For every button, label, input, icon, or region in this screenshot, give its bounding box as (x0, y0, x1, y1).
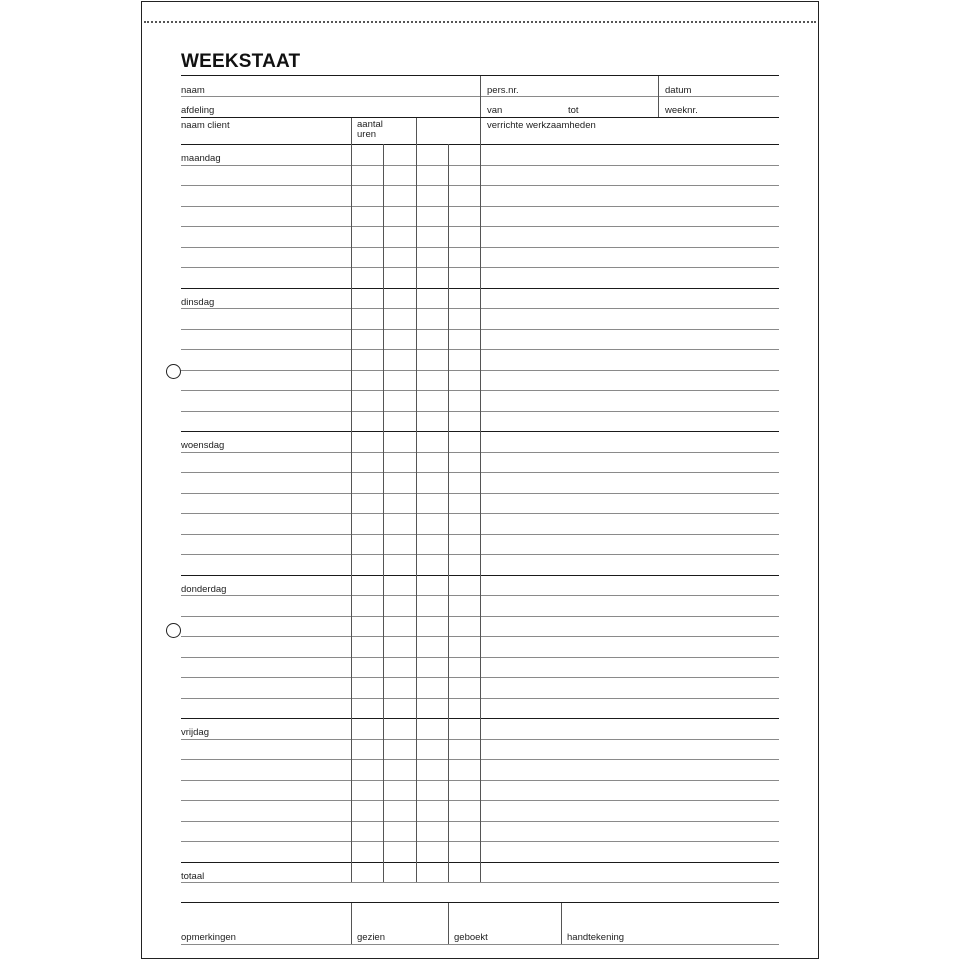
punch-hole-icon (166, 623, 181, 638)
day-label-dinsdag: dinsdag (181, 297, 215, 308)
day-label-woensdag: woensdag (181, 440, 225, 451)
punch-hole-icon (166, 364, 181, 379)
column-header-aantal: aantal (357, 119, 383, 130)
grid-column-divider (416, 144, 417, 882)
column-header-client: naam client (181, 120, 230, 131)
footer-divider (561, 903, 562, 944)
footer-geboekt[interactable]: geboekt (454, 932, 488, 943)
field-datum[interactable]: datum (665, 85, 692, 96)
footer-handtekening[interactable]: handtekening (567, 932, 625, 943)
day-label-maandag: maandag (181, 153, 221, 164)
grid-column-divider (448, 144, 449, 882)
grid-row-rule (181, 882, 779, 883)
form-title: WEEKSTAAT (181, 51, 301, 72)
column-header-divider (351, 118, 352, 144)
totaal-label: totaal (181, 871, 205, 882)
perforation-line (144, 21, 816, 23)
header-divider (480, 76, 481, 117)
column-header-werkzaamheden: verrichte werkzaamheden (487, 120, 596, 131)
footer-divider (351, 903, 352, 944)
footer-gezien[interactable]: gezien (357, 932, 385, 943)
grid-column-divider (480, 144, 481, 882)
field-weeknr[interactable]: weeknr. (665, 105, 698, 116)
field-van[interactable]: van (487, 105, 503, 116)
day-label-vrijdag: vrijdag (181, 727, 209, 738)
footer-top-rule (181, 902, 779, 903)
column-header-uren: uren (357, 129, 377, 140)
field-afdeling[interactable]: afdeling (181, 105, 215, 116)
footer-bottom-rule (181, 944, 779, 945)
footer-opmerkingen[interactable]: opmerkingen (181, 932, 236, 943)
grid-column-divider (383, 144, 384, 882)
day-label-donderdag: donderdag (181, 584, 227, 595)
grid-column-divider (351, 144, 352, 882)
footer-divider (448, 903, 449, 944)
header-divider (658, 76, 659, 117)
field-pers-nr[interactable]: pers.nr. (487, 85, 519, 96)
field-naam[interactable]: naam (181, 85, 205, 96)
column-header-divider (480, 118, 481, 144)
column-header-divider (416, 118, 417, 144)
field-tot[interactable]: tot (568, 105, 579, 116)
